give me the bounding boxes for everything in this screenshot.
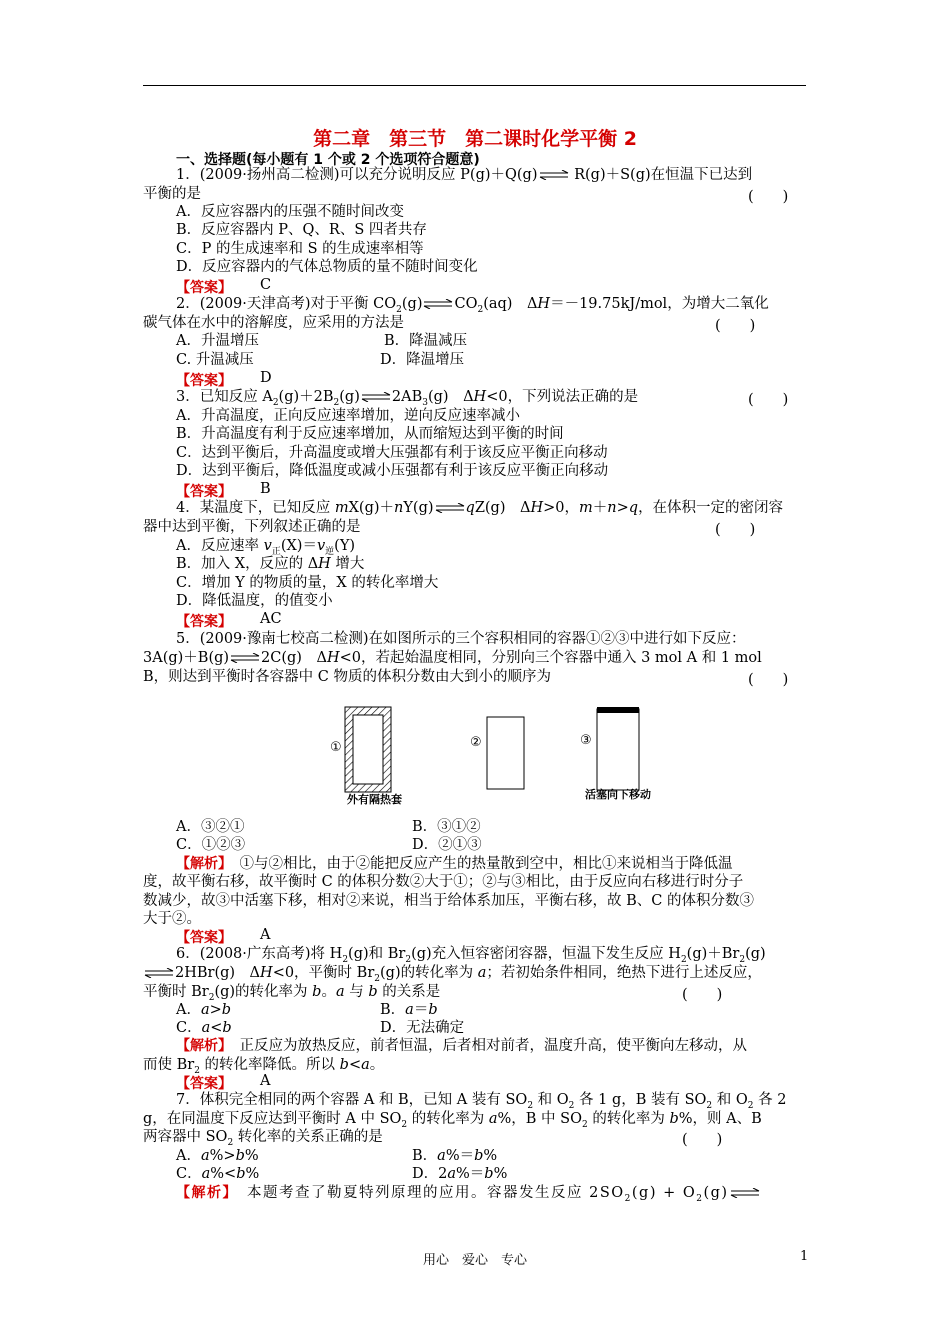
q3-option-d: D．达到平衡后，降低温度或减小压强都有利于该反应平衡正向移动 bbox=[176, 463, 609, 479]
q5-analysis-line4: 大于②。 bbox=[143, 911, 201, 927]
equilibrium-arrow-icon bbox=[729, 1188, 761, 1198]
container-1 bbox=[345, 707, 391, 792]
q6-stem-line2: 2HBr(g) ΔH<0，平衡时 $Br_2(g)$的转化率为 a；若初始条件相同，绝热下进行上述反应， bbox=[143, 964, 762, 988]
q7-option-c: C．a%<b% bbox=[176, 1166, 260, 1182]
q5-analysis-line1: 【解析】 ①与②相比，由于②能把反应产生的热量散到空中，相比①来说相当于降低温 bbox=[176, 856, 733, 872]
q1-option-d: D．反应容器内的气体总物质的量不随时间变化 bbox=[176, 259, 478, 275]
equilibrium-arrow-icon bbox=[360, 392, 392, 402]
q5-stem-line1: 5．(2009·豫南七校高二检测)在如图所示的三个容积相同的容器①②③中进行如下反应： bbox=[176, 631, 746, 647]
q2-option-a: A．升温增压 bbox=[176, 333, 259, 349]
q5-answer: A bbox=[260, 927, 271, 943]
q2-option-b: B．降温减压 bbox=[384, 333, 468, 349]
q1-stem-line2: 平衡的是 bbox=[143, 186, 201, 202]
equilibrium-arrow-icon bbox=[229, 653, 261, 663]
q7-stem-line1: 7．体积完全相同的两个容器 A 和 B，已知 A 装有 $SO_2$ 和 $O_2$ 各 1 g，B 装有 $SO_2$ 和 $O_2$ 各 2 bbox=[176, 1092, 787, 1111]
q7-option-d: D．2a%＝b% bbox=[412, 1166, 508, 1182]
q4-option-a: A．反应速率 $v_正(X)=v_逆(Y)$ bbox=[176, 538, 356, 557]
q5-stem-line3: B，则达到平衡时各容器中 C 物质的体积分数由大到小的顺序为 bbox=[143, 669, 551, 685]
q5-option-b: B．③①② bbox=[412, 819, 481, 835]
q7-stem-line3: 两容器中 $SO_2$ 转化率的关系正确的是 bbox=[143, 1129, 383, 1148]
q5-option-c: C．①②③ bbox=[176, 837, 246, 853]
equilibrium-arrow-icon bbox=[422, 299, 454, 309]
q3-option-a: A．升高温度，正向反应速率增加，逆向反应速率减小 bbox=[176, 408, 520, 424]
q4-paren: ( ) bbox=[715, 522, 756, 538]
page-footer: 用心 爱心 专心 bbox=[422, 1253, 527, 1268]
q6-analysis-line2: 而使 $Br_2$ 的转化率降低。所以 b<a。 bbox=[143, 1057, 385, 1076]
figure-label-3: ③ bbox=[580, 733, 592, 748]
header-rule bbox=[143, 85, 806, 86]
q5-option-a: A．③②① bbox=[176, 819, 245, 835]
page-title: 第二章 第三节 第二课时化学平衡 2 bbox=[313, 128, 637, 150]
q4-stem-line1: 4．某温度下，已知反应 mX(g)＋nY(g) qZ(g) ΔH>0，m＋n>q，在体积一定的密闭容 bbox=[176, 500, 784, 516]
q4-stem-line2: 器中达到平衡，下列叙述正确的是 bbox=[143, 519, 361, 535]
q7-stem-line2: g，在同温度下反应达到平衡时 A 中 $SO_2$ 的转化率为 a%，B 中 $SO_2$ 的转化率为 b%，则 A、B bbox=[143, 1111, 762, 1130]
figure-label-2: ② bbox=[470, 735, 482, 750]
q6-answer-tag: 【答案】 bbox=[176, 1076, 232, 1092]
q6-option-a: A．a>b bbox=[176, 1002, 232, 1018]
q7-option-a: A．a%>b% bbox=[176, 1148, 259, 1164]
q2-answer-tag: 【答案】 bbox=[176, 373, 232, 389]
q5-option-d: D．②①③ bbox=[412, 837, 482, 853]
equilibrium-arrow-icon bbox=[143, 968, 175, 978]
q1-option-a: A．反应容器内的压强不随时间改变 bbox=[176, 204, 404, 220]
container-2 bbox=[487, 717, 524, 789]
q3-option-c: C．达到平衡后，升高温度或增大压强都有利于该反应平衡正向移动 bbox=[176, 445, 608, 461]
q1-paren: ( ) bbox=[748, 189, 789, 205]
q2-stem-line1: 2．(2009·天津高考)对于平衡 $CO_2(g)$ $CO_2(aq)$ ΔH＝－19.75kJ/mol，为增大二氧化 bbox=[176, 296, 769, 315]
q2-paren: ( ) bbox=[715, 318, 756, 334]
q6-option-c: C．a<b bbox=[176, 1020, 232, 1036]
section-heading: 一、选择题(每小题有 1 个或 2 个选项符合题意) bbox=[176, 152, 480, 168]
q5-analysis-line3: 数减少，故③中活塞下移，相对②来说，相当于给体系加压，平衡右移，故 B、C 的体积分数③ bbox=[143, 893, 754, 909]
q4-answer-tag: 【答案】 bbox=[176, 614, 232, 630]
q4-option-d: D．降低温度，的值变小 bbox=[176, 593, 333, 609]
q5-stem-line2: 3A(g)＋B(g) 2C(g) ΔH<0，若起始温度相同，分别向三个容器中通入 3 mol A 和 1 mol bbox=[143, 650, 762, 666]
q5-paren: ( ) bbox=[748, 672, 789, 688]
q2-stem-line2: 碳气体在水中的溶解度，应采用的方法是 bbox=[143, 315, 404, 331]
figure-caption-3: 活塞向下移动 bbox=[585, 788, 651, 801]
q6-option-b: B．a＝b bbox=[380, 1002, 438, 1018]
q3-stem-line1: 3．已知反应 $A_2(g)+2B_2(g)$ $2AB_3(g)$ ΔH<0，下列说法正确的是 bbox=[176, 389, 639, 408]
q1-option-b: B．反应容器内 P、Q、R、S 四者共存 bbox=[176, 222, 427, 238]
q6-stem-line3: 平衡时 $Br_2(g)$的转化率为 b。a 与 b 的关系是 bbox=[143, 984, 441, 1003]
q3-paren: ( ) bbox=[748, 392, 789, 408]
q5-analysis-line2: 度，故平衡右移，故平衡时 C 的体积分数②大于①；②与③相比，由于反应向右移进行时分子 bbox=[143, 874, 744, 890]
equilibrium-arrow-icon bbox=[434, 503, 466, 513]
q7-analysis-line1: 【解析】 本题考查了勒夏特列原理的应用。容器发生反应 $2SO_2(g) + O_2(g)$ bbox=[176, 1184, 761, 1208]
q2-option-d: D．降温增压 bbox=[380, 352, 465, 368]
q3-answer-tag: 【答案】 bbox=[176, 484, 232, 500]
q2-answer: D bbox=[260, 370, 272, 386]
q1-stem-line1: 1．(2009·扬州高二检测)可以充分说明反应 P(g)＋Q(g) R(g)＋S(g)在恒温下已达到 bbox=[176, 167, 753, 183]
q3-answer: B bbox=[260, 481, 271, 497]
q3-option-b: B．升高温度有利于反应速率增加，从而缩短达到平衡的时间 bbox=[176, 426, 564, 442]
q4-answer: AC bbox=[260, 611, 282, 627]
q6-answer: A bbox=[260, 1073, 271, 1089]
q6-stem-line1: 6．(2008·广东高考)将 $H_2(g)$和 $Br_2(g)$充入恒容密闭容器，恒温下发生反应 $H_2(g)+Br_2(g)$ bbox=[176, 946, 766, 965]
q7-paren: ( ) bbox=[682, 1132, 723, 1148]
q7-option-b: B．a%＝b% bbox=[412, 1148, 498, 1164]
q6-option-d: D．无法确定 bbox=[380, 1020, 465, 1036]
equilibrium-arrow-icon bbox=[538, 170, 570, 180]
q4-option-c: C．增加 Y 的物质的量，X 的转化率增大 bbox=[176, 575, 439, 591]
figure-caption-1: 外有隔热套 bbox=[347, 793, 402, 806]
q6-paren: ( ) bbox=[682, 987, 723, 1003]
q1-answer: C bbox=[260, 277, 272, 293]
q2-option-c: C. 升温减压 bbox=[176, 352, 254, 368]
container-3-piston bbox=[597, 707, 639, 790]
q1-option-c: C．P 的生成速率和 S 的生成速率相等 bbox=[176, 241, 424, 257]
q4-option-b: B．加入 X，反应的 ΔH 增大 bbox=[176, 556, 365, 572]
q1-answer-tag: 【答案】 bbox=[176, 280, 232, 296]
q6-analysis-line1: 【解析】 正反应为放热反应，前者恒温，后者相对前者，温度升高，使平衡向左移动，从 bbox=[176, 1038, 747, 1054]
figure-label-1: ① bbox=[330, 740, 342, 755]
q5-answer-tag: 【答案】 bbox=[176, 930, 232, 946]
page-number: 1 bbox=[800, 1249, 809, 1264]
